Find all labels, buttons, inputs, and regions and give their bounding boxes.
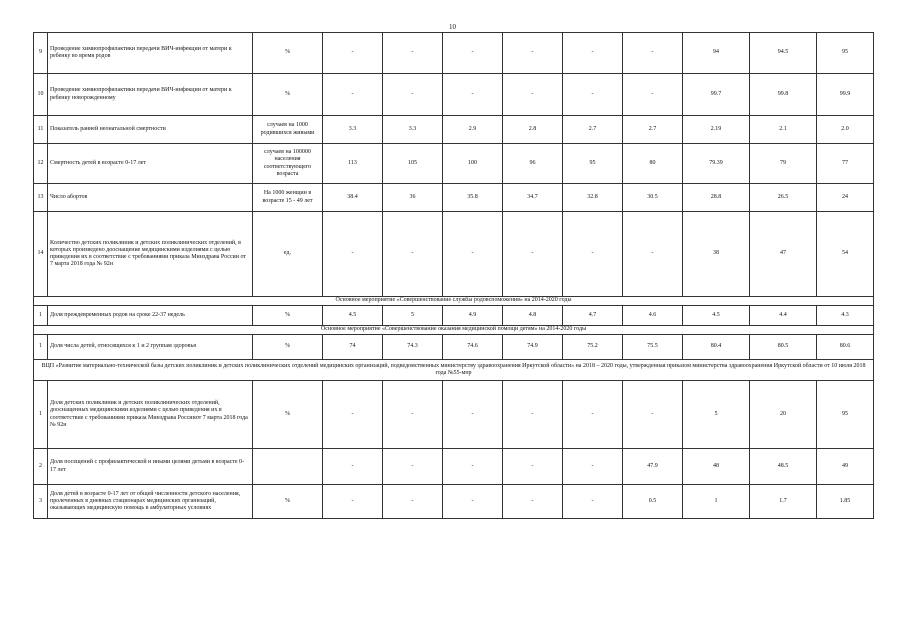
indicator-name: Доля детских поликлиник и детских поликлинических отделений, дооснащенных медицинскими изделиями с целью приведения их в соответствие с требованиями приказа Минздрава Россииот 7 марта 2018 года № 92н [48,381,253,449]
value-cell: - [503,33,563,74]
unit-cell: На 1000 женщин в возрасте 15 - 49 лет [253,184,323,212]
value-cell: 38.4 [323,184,383,212]
value-cell: - [563,74,623,116]
value-cell: - [323,212,383,297]
value-cell: 3.3 [383,116,443,144]
row-number: 13 [34,184,48,212]
indicator-name: Показатель ранней неонатальной смертности [48,116,253,144]
row-number: 3 [34,485,48,519]
value-cell: - [323,449,383,485]
indicator-name: Проведение химиопрофилактики передачи ВИЧ-инфекции от матери к ребенку новорожденному [48,74,253,116]
value-cell: 32.8 [563,184,623,212]
value-cell: 1.85 [817,485,874,519]
value-cell: 54 [817,212,874,297]
value-cell: 75.2 [563,335,623,360]
value-cell: 4.5 [683,306,750,326]
value-cell: 4.5 [323,306,383,326]
value-cell: - [623,381,683,449]
unit-cell: % [253,306,323,326]
section-title: Основное мероприятие «Совершенствование оказания медицинской помощи детям» на 2014-2020 годы [34,326,874,335]
value-cell: 100 [443,144,503,184]
value-cell: 36 [383,184,443,212]
value-cell: 5 [683,381,750,449]
value-cell: - [503,212,563,297]
value-cell: - [563,33,623,74]
value-cell: 1.7 [750,485,817,519]
value-cell: 94.5 [750,33,817,74]
value-cell: - [563,485,623,519]
table-row [34,184,874,212]
unit-cell: % [253,335,323,360]
value-cell: - [383,381,443,449]
table-row [34,116,874,144]
value-cell: 99.9 [817,74,874,116]
unit-cell: ед. [253,212,323,297]
value-cell: 80.4 [683,335,750,360]
value-cell: 105 [383,144,443,184]
indicator-name: Смертность детей в возрасте 0-17 лет [48,144,253,184]
value-cell: - [563,381,623,449]
value-cell: 95 [817,33,874,74]
value-cell: 24 [817,184,874,212]
value-cell: 2.7 [563,116,623,144]
table-row [34,212,874,297]
value-cell: 28.8 [683,184,750,212]
value-cell: 79 [750,144,817,184]
value-cell: - [383,449,443,485]
value-cell: - [443,33,503,74]
value-cell: 4.3 [817,306,874,326]
row-number: 10 [34,74,48,116]
table-row [34,381,874,449]
value-cell: 2.8 [503,116,563,144]
unit-cell: % [253,74,323,116]
row-number: 9 [34,33,48,74]
section-header-row [34,297,874,306]
table-row [34,306,874,326]
value-cell: 74.6 [443,335,503,360]
value-cell: 48.5 [750,449,817,485]
indicator-name: Доля посещений с профилактической и иными целями детьми в возрасте 0-17 лет [48,449,253,485]
indicator-name: Проведение химиопрофилактики передачи ВИЧ-инфекции от матери к ребенку во время родов [48,33,253,74]
section-title: Основное мероприятие «Совершенствование службы родовспоможения» на 2014-2020 годы [34,297,874,306]
value-cell: 35.8 [443,184,503,212]
value-cell: - [443,449,503,485]
value-cell: - [383,33,443,74]
value-cell: 5 [383,306,443,326]
value-cell: 38 [683,212,750,297]
value-cell: 4.6 [623,306,683,326]
value-cell: 80.6 [817,335,874,360]
value-cell: 3.3 [323,116,383,144]
value-cell: 80.5 [750,335,817,360]
value-cell: 74.3 [383,335,443,360]
value-cell: 2.1 [750,116,817,144]
value-cell: 34.7 [503,184,563,212]
value-cell: 47 [750,212,817,297]
value-cell: 4.8 [503,306,563,326]
indicator-name: Число абортов [48,184,253,212]
indicators-table [33,32,874,519]
section-header-row [34,360,874,381]
table-row [34,74,874,116]
value-cell: - [503,74,563,116]
unit-cell: % [253,381,323,449]
value-cell: 49 [817,449,874,485]
value-cell: - [623,74,683,116]
value-cell: 95 [817,381,874,449]
value-cell: 0.5 [623,485,683,519]
section-title: ВЦП «Развитие материально-технической базы детских поликлиник и детских поликлинических отделений медицинских организаций, подведомственных министерству здравоохранения Иркутской области» на 2018 – 2020 годы, утвержденная приказом министерства здравоохранения Иркутской области от 10 июля 2018 года №55-мпр [34,360,874,381]
value-cell: - [323,485,383,519]
value-cell: 77 [817,144,874,184]
indicator-name: Доля детей в возрасте 0-17 лет от общей численности детского населения, пролеченных в дневных стационарах медицинских организаций, оказывающих медицинскую помощь в амбулаторных условиях [48,485,253,519]
row-number: 14 [34,212,48,297]
row-number: 1 [34,335,48,360]
unit-cell: % [253,33,323,74]
value-cell: - [563,449,623,485]
table-row [34,33,874,74]
unit-cell: случаев на 1000 родившихся живыми [253,116,323,144]
row-number: 2 [34,449,48,485]
value-cell: 75.5 [623,335,683,360]
value-cell: 26.5 [750,184,817,212]
value-cell: 4.7 [563,306,623,326]
value-cell: 94 [683,33,750,74]
value-cell: - [323,381,383,449]
row-number: 11 [34,116,48,144]
table-row [34,485,874,519]
value-cell: - [563,212,623,297]
value-cell: - [323,74,383,116]
value-cell: 79.39 [683,144,750,184]
value-cell: 2.19 [683,116,750,144]
unit-cell: случаев на 100000 населения соответствующего возраста [253,144,323,184]
value-cell: - [443,212,503,297]
value-cell: - [323,33,383,74]
value-cell: - [443,74,503,116]
value-cell: 1 [683,485,750,519]
value-cell: 80 [623,144,683,184]
value-cell: - [383,485,443,519]
value-cell: 96 [503,144,563,184]
indicator-name: Доля преждевременных родов на сроке 22-37 недель [48,306,253,326]
value-cell: - [503,449,563,485]
indicator-name: Количество детских поликлиник и детских поликлинических отделений, в которых произведено дооснащение медицинскими изделиями с целью приведения их в соответствие с требованиями приказа Минздрава России от 7 марта 2018 года № 92н [48,212,253,297]
value-cell: 2.7 [623,116,683,144]
row-number: 12 [34,144,48,184]
value-cell: - [623,33,683,74]
table-row [34,449,874,485]
value-cell: 99.8 [750,74,817,116]
page-number: 10 [449,23,456,31]
indicator-name: Доля числа детей, относящихся к 1 и 2 группам здоровья [48,335,253,360]
value-cell: 74.9 [503,335,563,360]
value-cell: - [623,212,683,297]
table-row [34,335,874,360]
value-cell: 20 [750,381,817,449]
row-number: 1 [34,381,48,449]
value-cell: 74 [323,335,383,360]
unit-cell [253,449,323,485]
value-cell: 48 [683,449,750,485]
section-header-row [34,326,874,335]
value-cell: - [383,212,443,297]
row-number: 1 [34,306,48,326]
value-cell: 47.9 [623,449,683,485]
value-cell: 4.9 [443,306,503,326]
value-cell: 113 [323,144,383,184]
value-cell: 2.0 [817,116,874,144]
value-cell: - [443,485,503,519]
value-cell: - [503,485,563,519]
table-row [34,144,874,184]
value-cell: 30.5 [623,184,683,212]
value-cell: 95 [563,144,623,184]
value-cell: 2.9 [443,116,503,144]
value-cell: - [383,74,443,116]
value-cell: - [503,381,563,449]
value-cell: - [443,381,503,449]
unit-cell: % [253,485,323,519]
value-cell: 4.4 [750,306,817,326]
value-cell: 99.7 [683,74,750,116]
